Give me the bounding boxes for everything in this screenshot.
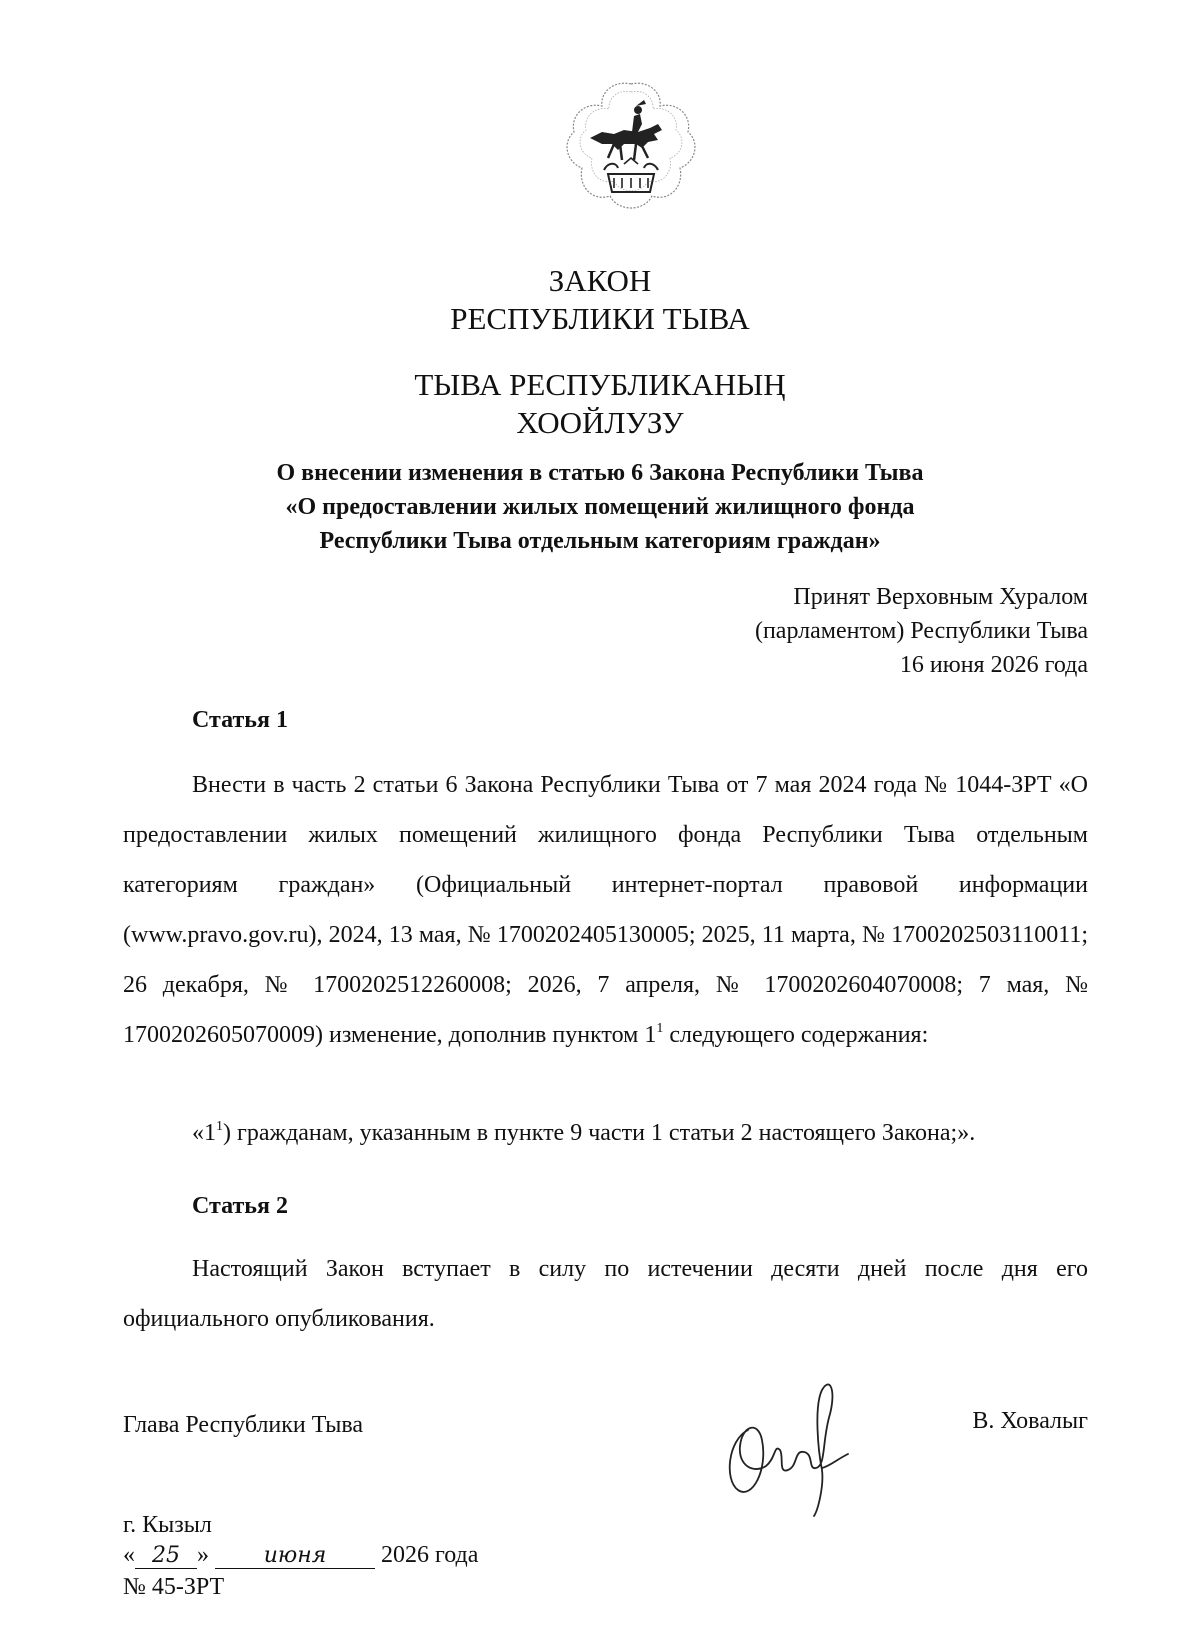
date-month-handwritten: июня — [215, 1543, 375, 1569]
heading-line2: «О предоставлении жилых помещений жилищного фонда — [285, 494, 915, 520]
article1-paragraph — [123, 760, 1088, 1060]
law-title-tuvan — [0, 366, 1200, 442]
signing-date — [123, 1542, 478, 1569]
adoption-date: 16 июня 2026 года — [899, 652, 1088, 678]
signatory-name: В. Ховалыг — [972, 1408, 1088, 1434]
quote-open: «1 — [192, 1120, 216, 1146]
quote-text: ) гражданам, указанным в пункте 9 части 1 статьи 2 настоящего Закона;». — [223, 1120, 976, 1146]
adoption-line1: Принят Верховным Хуралом — [793, 584, 1088, 610]
adoption-note — [755, 580, 1088, 682]
heading-line3: Республики Тыва отдельным категориям граждан» — [319, 528, 881, 554]
law-title-line3: ТЫВА РЕСПУБЛИКАНЫҢ — [414, 367, 786, 402]
law-title-line2: РЕСПУБЛИКИ ТЫВА — [450, 301, 750, 336]
quote-superscript: 1 — [216, 1119, 223, 1134]
law-heading — [0, 456, 1200, 558]
tuva-coat-of-arms-icon — [562, 78, 700, 218]
signatory-position: Глава Республики Тыва — [123, 1412, 364, 1438]
article2-paragraph: Настоящий Закон вступает в силу по истечении десяти дней после дня его официального опубликования. — [123, 1256, 1088, 1332]
signing-place: г. Кызыл — [123, 1512, 212, 1538]
law-number: № 45-ЗРТ — [123, 1574, 225, 1600]
law-title-line1: ЗАКОН — [548, 263, 652, 298]
date-quote-open: « — [123, 1542, 135, 1568]
handwritten-signature — [718, 1370, 868, 1518]
adoption-line2: (парламентом) Республики Тыва — [754, 618, 1088, 644]
law-title-line4: ХООЙЛУЗУ — [516, 405, 684, 440]
date-quote-close: » — [197, 1542, 209, 1568]
article1-text: Внести в часть 2 статьи 6 Закона Республики Тыва от 7 мая 2024 года № 1044-ЗРТ «О предоставлении жилых помещений жилищного фонда Республики Тыва отдельным категориям граждан» (Официальный интернет-портал правовой информации (www.pravo.gov.ru), 2024, 13 мая, № 1700202405130005; 2025, 11 марта, № 1700202503110011; 26 декабря, № 1700202512260008; 2026, 7 апреля, № 1700202604070008; 7 мая, № 1700202605070009) изменение, дополнив пунктом 1 — [123, 772, 1088, 1048]
date-year: 2026 года — [381, 1542, 479, 1568]
article1-quote — [123, 1108, 1088, 1158]
law-title — [0, 262, 1200, 338]
heading-line1: О внесении изменения в статью 6 Закона Республики Тыва — [276, 460, 924, 486]
article1-title: Статья 1 — [192, 707, 288, 733]
article1-superscript: 1 — [656, 1021, 664, 1036]
article1-text-end: следующего содержания: — [663, 1022, 929, 1048]
article2-title: Статья 2 — [192, 1193, 288, 1219]
date-day-handwritten: 25 — [135, 1543, 197, 1569]
